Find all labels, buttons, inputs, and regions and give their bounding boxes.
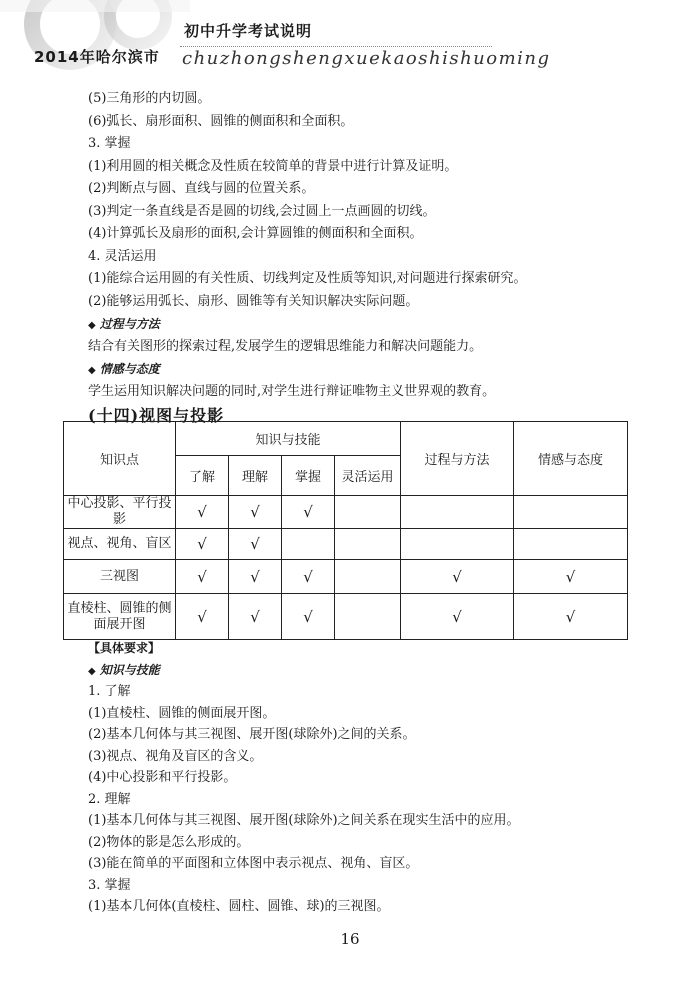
text-line: 4. 灵活运用	[88, 248, 157, 264]
text-line: (5)三角形的内切圆。	[88, 91, 211, 106]
knowledge-heading-label: 知识与技能	[99, 662, 160, 677]
check-cell	[401, 560, 514, 594]
check-cell	[282, 560, 335, 594]
text-line: (2)基本几何体与其三视图、展开图(球除外)之间的关系。	[88, 727, 416, 742]
text-line: (2)物体的影是怎么形成的。	[88, 834, 250, 850]
process-heading	[88, 313, 648, 336]
check-cell	[229, 560, 282, 594]
text-line: (1)能综合运用圆的有关性质、切线判定及性质等知识,对问题进行探索研究。	[88, 271, 527, 286]
check-cell	[401, 594, 514, 640]
check-mark-icon: √	[250, 503, 260, 521]
row-topic: 中心投影、平行投影	[64, 496, 176, 529]
header-year-city: 2014年哈尔滨市	[34, 48, 160, 66]
page-number: 16	[340, 930, 360, 948]
row-topic: 视点、视角、盲区	[64, 529, 176, 560]
subheader-understand: 了解	[176, 456, 229, 496]
check-cell	[176, 529, 229, 560]
text-line: 3. 掌握	[88, 136, 131, 151]
text-line: 2. 理解	[88, 791, 131, 807]
content-bottom	[88, 638, 648, 918]
row-topic: 直棱柱、圆锥的侧面展开图	[64, 594, 176, 640]
check-cell	[514, 496, 628, 529]
subheader-comprehend: 理解	[229, 456, 282, 496]
check-mark-icon: √	[303, 503, 313, 521]
check-cell	[335, 560, 401, 594]
header-emotion-attitude: 情感与态度	[514, 422, 628, 496]
knowledge-table	[63, 421, 628, 640]
check-mark-icon: √	[303, 607, 313, 626]
subheader-master: 掌握	[282, 456, 335, 496]
check-cell	[401, 529, 514, 560]
check-cell	[335, 496, 401, 529]
check-cell	[176, 560, 229, 594]
text-line: (1)基本几何体(直棱柱、圆柱、圆锥、球)的三视图。	[88, 899, 390, 914]
check-cell	[176, 594, 229, 640]
header-pinyin: chuzhongshengxuekaoshishuoming	[182, 48, 551, 69]
text-line: (2)判断点与圆、直线与圆的位置关系。	[88, 181, 315, 196]
header-divider	[180, 46, 492, 47]
check-mark-icon: √	[197, 503, 207, 521]
check-cell	[282, 496, 335, 529]
emotion-heading	[88, 358, 648, 381]
check-mark-icon: √	[197, 607, 207, 626]
table-row	[64, 496, 628, 529]
text-line: (1)利用圆的相关概念及性质在较简单的背景中进行计算及证明。	[88, 158, 458, 174]
check-mark-icon: √	[303, 567, 313, 586]
content-top	[88, 88, 648, 429]
check-cell	[282, 594, 335, 640]
text-line: (1)直棱柱、圆锥的侧面展开图。	[88, 705, 276, 721]
text-line: (3)判定一条直线是否是圆的切线,会过圆上一点画圆的切线。	[88, 203, 436, 219]
check-cell	[514, 529, 628, 560]
emotion-text: 学生运用知识解决问题的同时,对学生进行辩证唯物主义世界观的教育。	[88, 383, 496, 399]
check-cell	[335, 529, 401, 560]
text-line: (3)能在简单的平面图和立体图中表示视点、视角、盲区。	[88, 856, 419, 871]
check-mark-icon: √	[197, 535, 207, 553]
table-body	[64, 496, 628, 640]
check-cell	[282, 529, 335, 560]
text-line: (2)能够运用弧长、扇形、圆锥等有关知识解决实际问题。	[88, 293, 419, 309]
table-row	[64, 529, 628, 560]
check-cell	[335, 594, 401, 640]
check-mark-icon: √	[197, 567, 207, 586]
row-topic: 三视图	[64, 560, 176, 594]
header-title: 初中升学考试说明	[184, 22, 313, 40]
text-line: (6)弧长、扇形面积、圆锥的侧面积和全面积。	[88, 113, 354, 129]
header-process-method: 过程与方法	[401, 422, 514, 496]
table-row	[64, 560, 628, 594]
check-mark-icon: √	[565, 567, 576, 586]
emotion-heading-label: 情感与态度	[99, 362, 160, 376]
text-line: (4)中心投影和平行投影。	[88, 770, 237, 785]
check-cell	[176, 496, 229, 529]
header-knowledge-skills: 知识与技能	[176, 422, 401, 456]
subheader-apply: 灵活运用	[335, 456, 401, 496]
check-mark-icon: √	[250, 567, 260, 586]
check-cell	[514, 594, 628, 640]
requirements-title: 【具体要求】	[88, 641, 161, 655]
process-heading-label: 过程与方法	[99, 317, 160, 331]
text-line: (3)视点、视角及盲区的含义。	[88, 748, 263, 764]
diamond-bullet-icon: ◆	[88, 365, 96, 376]
diamond-bullet-icon: ◆	[88, 320, 96, 331]
check-mark-icon: √	[250, 535, 260, 553]
text-line: 3. 掌握	[88, 877, 131, 893]
check-cell	[401, 496, 514, 529]
check-mark-icon: √	[565, 607, 576, 626]
check-cell	[229, 529, 282, 560]
text-line: (4)计算弧长及扇形的面积,会计算圆锥的侧面积和全面积。	[88, 226, 423, 241]
table-row	[64, 594, 628, 640]
diamond-bullet-icon: ◆	[88, 665, 96, 677]
header-knowledge-point: 知识点	[64, 422, 176, 496]
check-mark-icon: √	[452, 567, 462, 586]
text-line: 1. 了解	[88, 684, 131, 699]
knowledge-heading	[88, 660, 648, 682]
check-cell	[229, 594, 282, 640]
process-text: 结合有关图形的探索过程,发展学生的逻辑思维能力和解决问题能力。	[88, 338, 483, 354]
section-title: (十四)视图与投影	[88, 406, 225, 425]
check-cell	[229, 496, 282, 529]
check-mark-icon: √	[452, 607, 462, 626]
text-line: (1)基本几何体与其三视图、展开图(球除外)之间关系在现实生活中的应用。	[88, 813, 520, 828]
check-mark-icon: √	[250, 607, 260, 626]
check-cell	[514, 560, 628, 594]
